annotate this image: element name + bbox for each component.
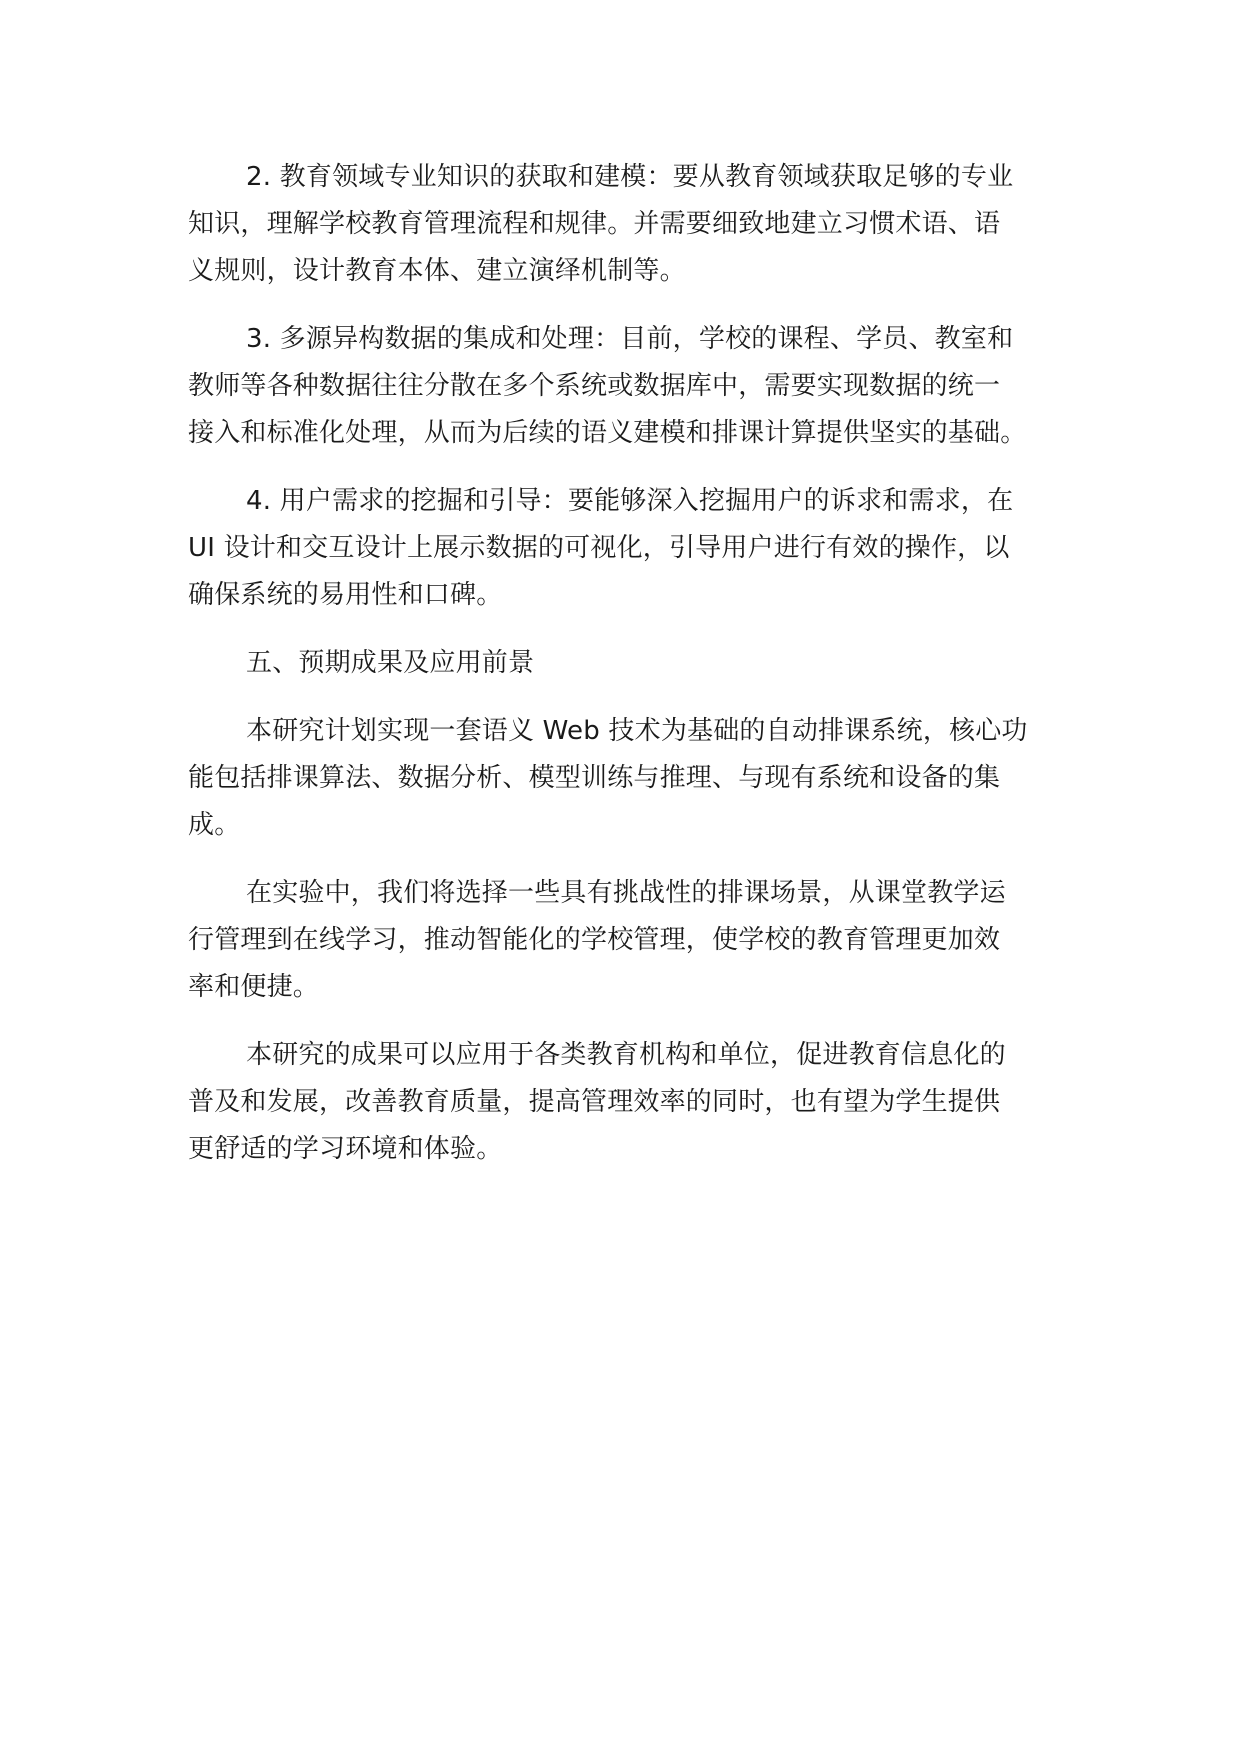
paragraph-user-needs [188,478,1078,619]
paragraph-line: 更舒适的学习环境和体验。 [188,1134,503,1164]
paragraph-line: UI 设计和交互设计上展示数据的可视化，引导用户进行有效的操作，以 [188,533,1010,563]
paragraph-application [188,1032,1078,1173]
paragraph-line: 4. 用户需求的挖掘和引导：要能够深入挖掘用户的诉求和需求，在 [246,486,1014,516]
paragraph-line: 知识，理解学校教育管理流程和规律。并需要细致地建立习惯术语、语 [188,209,1001,239]
paragraph-line: 3. 多源异构数据的集成和处理：目前，学校的课程、学员、教室和 [246,324,1014,354]
paragraph-system-plan [188,708,1078,849]
paragraph-data-integration [188,316,1078,457]
paragraph-line: 能包括排课算法、数据分析、模型训练与推理、与现有系统和设备的集 [188,763,1001,793]
paragraph-line: 教师等各种数据往往分散在多个系统或数据库中，需要实现数据的统一 [188,371,1001,401]
paragraph-line: 接入和标准化处理，从而为后续的语义建模和排课计算提供坚实的基础。 [188,418,1027,448]
paragraph-line: 行管理到在线学习，推动智能化的学校管理，使学校的教育管理更加效 [188,925,1001,955]
document-body [188,154,1078,1194]
paragraph-knowledge-modeling [188,154,1078,295]
paragraph-line: 确保系统的易用性和口碑。 [188,580,503,610]
section-heading-text: 五、预期成果及应用前景 [246,648,535,678]
paragraph-line: 普及和发展，改善教育质量，提高管理效率的同时，也有望为学生提供 [188,1087,1001,1117]
section-heading-expected-results [188,640,1078,687]
paragraph-line: 本研究的成果可以应用于各类教育机构和单位，促进教育信息化的 [246,1040,1006,1070]
paragraph-line: 义规则，设计教育本体、建立演绎机制等。 [188,256,686,286]
paragraph-line: 率和便捷。 [188,972,320,1002]
paragraph-line: 成。 [188,810,241,840]
paragraph-line: 2. 教育领域专业知识的获取和建模：要从教育领域获取足够的专业 [246,162,1014,192]
paragraph-line: 本研究计划实现一套语义 Web 技术为基础的自动排课系统，核心功 [246,716,1028,746]
paragraph-experiment [188,870,1078,1011]
paragraph-line: 在实验中，我们将选择一些具有挑战性的排课场景，从课堂教学运 [246,878,1006,908]
